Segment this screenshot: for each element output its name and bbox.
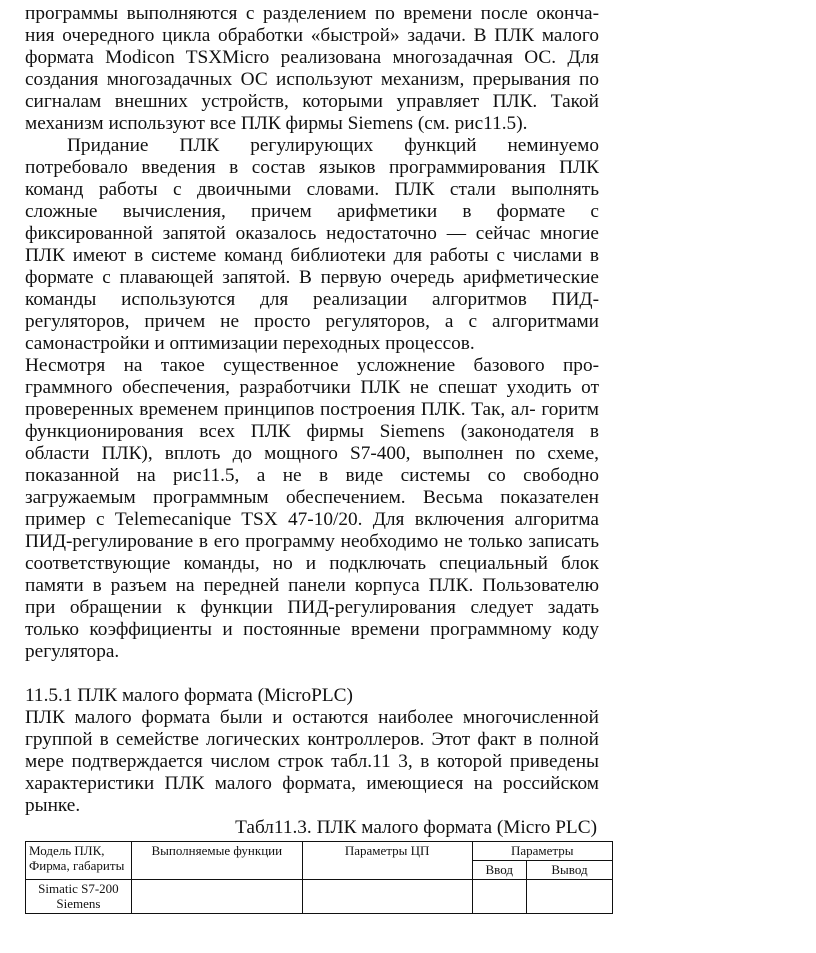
- table-row: [26, 880, 613, 914]
- table-caption: Табл11.3. ПЛК малого формата (Micro PLC): [235, 817, 597, 838]
- cell-cpu: [302, 880, 472, 914]
- paragraph-2: Придание ПЛК регулирующих функций неминуемо потребовало введения в состав языков программирования ПЛК команд работы с двоичными словами. ПЛК стали выполнять сложные вычисления, причем арифметики в формате с фиксированной запятой оказалось недостаточно — сейчас многие ПЛК имеют в системе команд библиотеки для работы с числами в формате с плавающей запятой. В первую очередь арифметические команды используются для реализации алгоритмов ПИД-регуляторов, причем не просто регуляторов, а с алгоритмами самонастройки и оптимизации переходных процессов.: [25, 135, 599, 354]
- section-paragraph: ПЛК малого формата были и остаются наиболее многочисленной группой в семействе логических контроллеров. Этот факт в полной мере подтверждается числом строк табл.11 3, в которой приведены характеристики ПЛК малого формата, имеющиеся на российском рынке.: [25, 707, 599, 816]
- cell-model-name: Simatic S7-200: [38, 881, 119, 896]
- section-heading: 11.5.1 ПЛК малого формата (MicroPLC): [25, 685, 353, 706]
- cell-functions: [131, 880, 302, 914]
- header-input: Ввод: [472, 861, 527, 880]
- header-params: Параметры: [472, 842, 613, 861]
- header-model: Модель ПЛК, Фирма, габариты: [26, 842, 132, 880]
- plc-table: [25, 841, 613, 914]
- header-cpu: Параметры ЦП: [302, 842, 472, 880]
- header-functions: Выполняемые функции: [131, 842, 302, 880]
- document-page: [25, 0, 599, 914]
- cell-model-firm: Siemens: [56, 896, 101, 911]
- cell-input: [472, 880, 527, 914]
- cell-model: [26, 880, 132, 914]
- paragraph-3: Несмотря на такое существенное усложнение базового про- граммного обеспечения, разработчики ПЛК не спешат уходить от проверенных временем принципов построения ПЛК. Так, ал- горитм функционирования всех ПЛК фирмы Siemens (законодателя в области ПЛК), вплоть до мощного S7-400, выполнен по схеме, показанной на рис11.5, а не в виде системы со свободно загружаемым программным обеспечением. Весьма показателен пример с Telemecanique TSX 47-10/20. Для включения алгоритма ПИД-регулирование в его программу необходимо не только записать соответствующие команды, но и подключать специальный блок памяти в разъем на передней панели корпуса ПЛК. Пользователю при обращении к функции ПИД-регулирования следует задать только коэффициенты и постоянные времени программному коду регулятора.: [25, 355, 599, 662]
- header-output: Вывод: [527, 861, 613, 880]
- section-gap: [25, 663, 599, 685]
- table-header-row: [26, 842, 613, 861]
- cell-output: [527, 880, 613, 914]
- paragraph-1: программы выполняются с разделением по времени после оконча- ния очередного цикла обработки «быстрой» задачи. В ПЛК малого формата Modicon TSXMicro реализована многозадачная ОС. Для создания многозадачных ОС используют механизм, прерывания по сигналам внешних устройств, которыми управляет ПЛК. Такой механизм используют все ПЛК фирмы Siemens (см. рис11.5).: [25, 3, 599, 134]
